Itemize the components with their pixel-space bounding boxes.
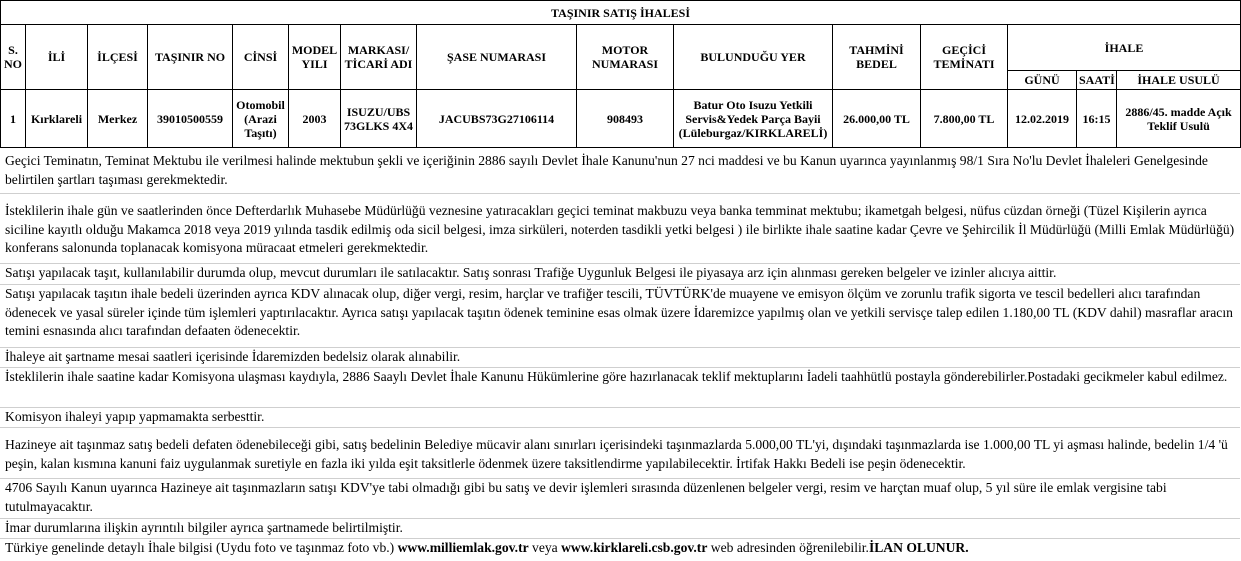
footer-suffix: web adresinden öğrenilebilir. bbox=[707, 540, 869, 555]
cell-sno: 1 bbox=[1, 90, 26, 148]
note-posta-teklif: İsteklilerin ihale saatine kadar Komisyona ulaşması kaydıyla, 2886 Saaylı Devlet İhale Kanunu Hükümlerine göre hazırlanacak teklif mektuplarını İadeli taahhütlü postayla gönderebilirler.Postadaki gecikmeler kabul edilmez. bbox=[0, 368, 1240, 408]
link-kirklareli-csb[interactable]: www.kirklareli.csb.gov.tr bbox=[561, 540, 708, 555]
cell-gunu: 12.02.2019 bbox=[1008, 90, 1077, 148]
note-footer bbox=[0, 539, 1240, 561]
cell-tasinir-no: 39010500559 bbox=[148, 90, 233, 148]
cell-sase: JACUBS73G27106114 bbox=[417, 90, 577, 148]
footer-middle: veya bbox=[528, 540, 562, 555]
cell-bulundugu-yer: Batur Oto Isuzu Yetkili Servis&Yedek Parça Bayii (Lüleburgaz/KIRKLARELİ) bbox=[674, 90, 833, 148]
note-kdv-masraflar: Satışı yapılacak taşıtın ihale bedeli üzerinden ayrıca KDV alınacak olup, diğer vergi, resim, harçlar ve trafiğer tescili, TÜVTÜRK'de muayene ve emisyon ölçüm ve zorunlu trafik sigorta ve tescil bedelleri alıcı tarafından ödenecek ve yasal süreler içinde tüm işlemleri yaptırılacaktır. Ayrıca satışı yapılacak taşıtın ödenek teminine esas olmak üzere İdaremizce yapılmış olan ve yetkili servisçe talep edilen 1.180,00 TL (KDV dahil) masraflar aracın temini esnasında alıcı tarafından defaaten ödenecektir. bbox=[0, 285, 1240, 348]
header-tahmini-bedel: TAHMİNİ BEDEL bbox=[833, 25, 921, 90]
link-milliemlak[interactable]: www.milliemlak.gov.tr bbox=[397, 540, 529, 555]
table-row bbox=[1, 90, 1241, 148]
note-sartname: İhaleye ait şartname mesai saatleri içerisinde İdaremizden bedelsiz olarak alınabilir. bbox=[0, 348, 1240, 368]
header-motor: MOTOR NUMARASI bbox=[577, 25, 674, 90]
header-ilce: İLÇESİ bbox=[88, 25, 148, 90]
header-ihale-usulu: İHALE USULÜ bbox=[1117, 71, 1241, 90]
footer-closing: İLAN OLUNUR. bbox=[868, 540, 969, 555]
note-basvuru-belgeleri: İsteklilerin ihale gün ve saatlerinden önce Defterdarlık Muhasebe Müdürlüğü veznesine yatıracakları geçici teminat makbuzu veya banka temminat mektubu; ikametgah belgesi, nüfus cüzdan örneği (Tüzel Kişilerin ayrıca siciline kayıtlı olduğu Makamca 2018 veya 2019 yılında tasdik edilmiş oda sicil belgesi, imza sirküleri, noterden tasdikli yetki belgesi ) ile birlikte ihale saatine kadar Çevre ve Şehircilik İl Müdürlüğü (Milli Emlak Müdürlüğü) konferans salonunda toplanacak komisyona müracaat etmeleri gerekmektedir. bbox=[0, 202, 1240, 264]
note-4706-kanun: 4706 Sayılı Kanun uyarınca Hazineye ait taşınmazların satışı KDV'ye tabi olmadığı gibi bu satış ve devir işlemleri sırasında düzenlenen belgeler vergi, resim ve harçtan muaf olup, 5 yıl süre ile emlak vergisine tabi tutulmayacaktır. bbox=[0, 479, 1240, 519]
header-markasi: MARKASI/ TİCARİ ADI bbox=[341, 25, 417, 90]
header-model-yili: MODEL YILI bbox=[289, 25, 341, 90]
note-tasit-durumu: Satışı yapılacak taşıt, kullanılabilir durumda olup, mevcut durumları ile satılacaktır. Satış sonrası Trafiğe Uygunluk Belgesi ile piyasaya arz için alınması gereken belgeler ve izinler alıcıya aittir. bbox=[0, 264, 1240, 285]
cell-model-yili: 2003 bbox=[289, 90, 341, 148]
header-il: İLİ bbox=[26, 25, 88, 90]
cell-ilce: Merkez bbox=[88, 90, 148, 148]
cell-il: Kırklareli bbox=[26, 90, 88, 148]
cell-tahmini-bedel: 26.000,00 TL bbox=[833, 90, 921, 148]
cell-cinsi: Otomobil (Arazi Taşıtı) bbox=[233, 90, 289, 148]
auction-table bbox=[0, 0, 1241, 148]
cell-gecici-teminat: 7.800,00 TL bbox=[921, 90, 1008, 148]
note-taksit: Hazineye ait taşınmaz satış bedeli defaten ödenebileceği gibi, satış bedelinin Belediye mücavir alanı sınırları içerisindeki taşınmazlarda 5.000,00 TL'yi, dışındaki taşınmazlarda ise 1.000,00 TL yi aşması halinde, bedelin 1/4 'ü peşin, kalan kısmına kanuni faiz uygulanmak suretiyle en fazla iki yılda eşit taksitlerle ödenmek üzere taksitlendirme yapılabilecektir. İrtifak Hakkı Bedeli ise peşin ödenecektir. bbox=[0, 436, 1240, 479]
header-gunu: GÜNÜ bbox=[1008, 71, 1077, 90]
table-title: TAŞINIR SATIŞ İHALESİ bbox=[1, 1, 1241, 25]
cell-markasi: ISUZU/UBS 73GLKS 4X4 bbox=[341, 90, 417, 148]
notes-section bbox=[0, 152, 1240, 561]
footer-prefix: Türkiye genelinde detaylı İhale bilgisi (Uydu foto ve taşınmaz foto vb.) bbox=[5, 540, 398, 555]
header-cinsi: CİNSİ bbox=[233, 25, 289, 90]
header-sase: ŞASE NUMARASI bbox=[417, 25, 577, 90]
cell-ihale-usulu: 2886/45. madde Açık Teklif Usulü bbox=[1117, 90, 1241, 148]
header-tasinir-no: TAŞINIR NO bbox=[148, 25, 233, 90]
note-komisyon: Komisyon ihaleyi yapıp yapmamakta serbesttir. bbox=[0, 408, 1240, 428]
header-ihale: İHALE bbox=[1008, 25, 1241, 71]
note-imar-durumu: İmar durumlarına ilişkin ayrıntılı bilgiler ayrıca şartnamede belirtilmiştir. bbox=[0, 519, 1240, 539]
header-sno: S. NO bbox=[1, 25, 26, 90]
note-teminat-mektubu: Geçici Teminatın, Teminat Mektubu ile verilmesi halinde mektubun şekli ve içeriğinin 2886 sayılı Devlet İhale Kanunu'nun 27 nci maddesi ve bu Kanun uyarınca yayınlanmış 98/1 Sıra No'lu Devlet İhaleleri Genelgesinde belirtilen şartları taşıması gerekmektedir. bbox=[0, 152, 1240, 194]
header-saati: SAATİ bbox=[1077, 71, 1117, 90]
cell-saati: 16:15 bbox=[1077, 90, 1117, 148]
header-bulundugu-yer: BULUNDUĞU YER bbox=[674, 25, 833, 90]
cell-motor: 908493 bbox=[577, 90, 674, 148]
header-gecici-teminat: GEÇİCİ TEMİNATI bbox=[921, 25, 1008, 90]
